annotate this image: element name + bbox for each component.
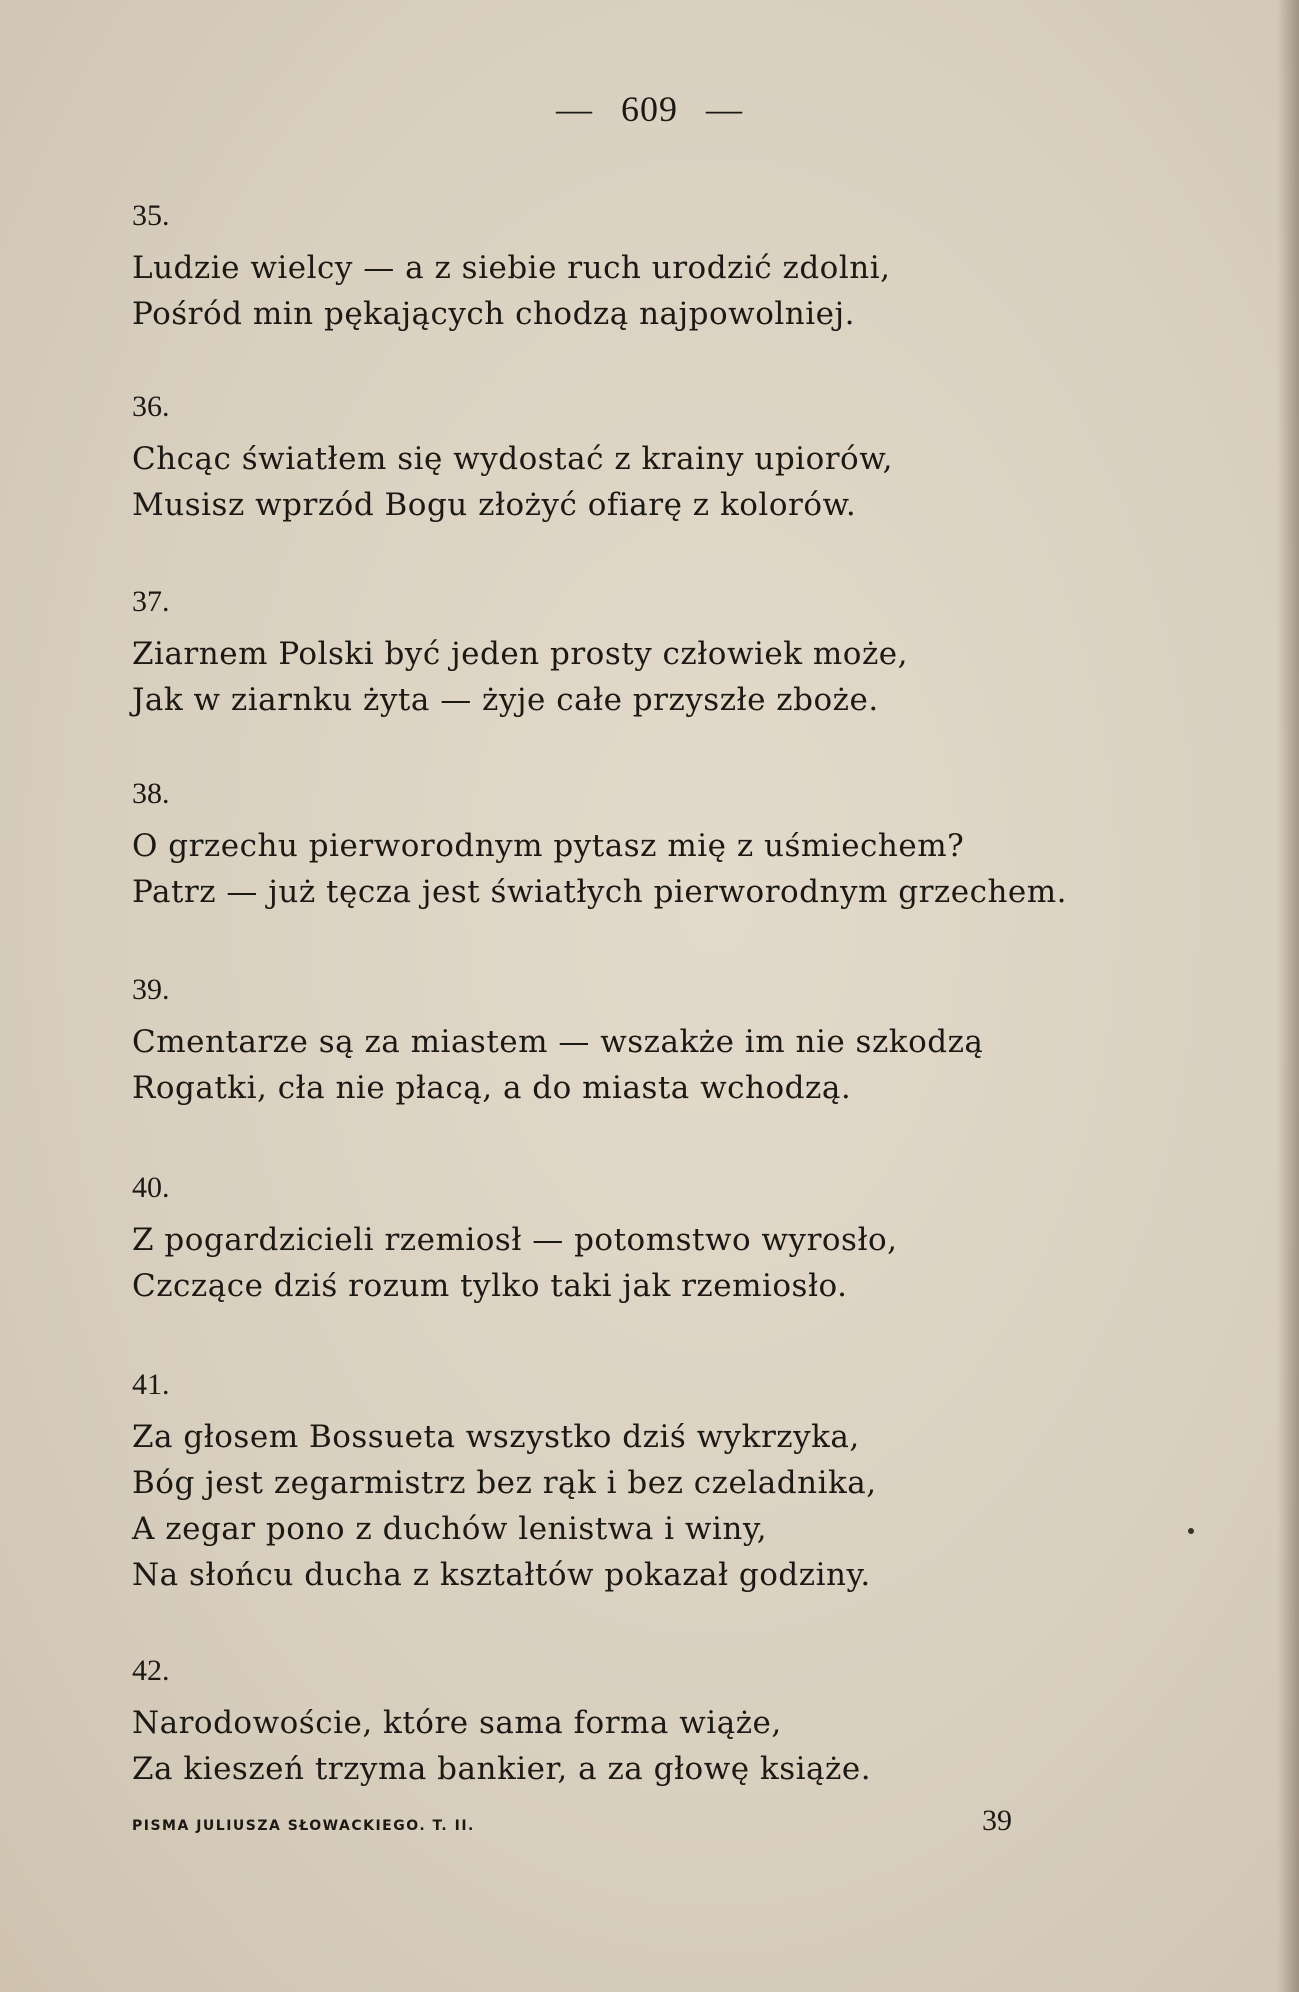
verse-line: Pośród min pękających chodzą najpowolniej. <box>132 296 855 332</box>
verse-line: Patrz — już tęcza jest światłych pierworodnym grzechem. <box>132 874 1068 910</box>
page-footer <box>132 1804 1012 1844</box>
verse-line: Na słońcu ducha z kształtów pokazał godziny. <box>132 1557 871 1593</box>
stanza-38 <box>132 777 1132 915</box>
verse-line: Ludzie wielcy — a z siebie ruch urodzić zdolni, <box>132 250 891 286</box>
stanza-number: 36. <box>132 390 170 423</box>
header-dash-right: — <box>706 89 743 129</box>
paper-speck <box>1188 1528 1194 1534</box>
verse-line: Z pogardzicieli rzemiosł — potomstwo wyrosło, <box>132 1222 898 1258</box>
sheet-number: 39 <box>982 1804 1012 1837</box>
stanza-number: 40. <box>132 1171 170 1204</box>
stanza-number: 38. <box>132 777 170 810</box>
verse-line: Bóg jest zegarmistrz bez rąk i bez czeladnika, <box>132 1465 877 1501</box>
stanza-41 <box>132 1368 1132 1598</box>
stanza-35 <box>132 199 1132 337</box>
page-edge-shadow <box>1277 0 1299 1992</box>
verse-line: Za głosem Bossueta wszystko dziś wykrzyka, <box>132 1419 860 1455</box>
verse-line: Chcąc światłem się wydostać z krainy upiorów, <box>132 441 893 477</box>
stanza-39 <box>132 973 1132 1111</box>
verse-line: Jak w ziarnku żyta — żyje całe przyszłe zboże. <box>132 682 879 718</box>
verse-line: Rogatki, cła nie płacą, a do miasta wchodzą. <box>132 1070 852 1106</box>
header-dash-left: — <box>556 89 593 129</box>
verse-line: Czczące dziś rozum tylko taki jak rzemiosło. <box>132 1268 848 1304</box>
printer-signature: PISMA JULIUSZA SŁOWACKIEGO. T. II. <box>132 1818 475 1834</box>
stanza-36 <box>132 390 1132 528</box>
verse-line: Ziarnem Polski być jeden prosty człowiek może, <box>132 636 908 672</box>
verse-line: Musisz wprzód Bogu złożyć ofiarę z kolorów. <box>132 487 857 523</box>
page-number: 609 <box>621 89 678 129</box>
stanza-number: 41. <box>132 1368 170 1401</box>
stanza-42 <box>132 1654 1132 1792</box>
verse-line: Narodowoście, które sama forma wiąże, <box>132 1705 782 1741</box>
stanza-number: 39. <box>132 973 170 1006</box>
stanza-number: 37. <box>132 585 170 618</box>
verse-line: O grzechu pierworodnym pytasz mię z uśmiechem? <box>132 828 965 864</box>
verse-line: A zegar pono z duchów lenistwa i winy, <box>132 1511 768 1547</box>
verse-line: Za kieszeń trzyma bankier, a za głowę książe. <box>132 1751 872 1787</box>
stanza-40 <box>132 1171 1132 1309</box>
stanza-number: 42. <box>132 1654 170 1687</box>
stanza-37 <box>132 585 1132 723</box>
verse-line: Cmentarze są za miastem — wszakże im nie szkodzą <box>132 1024 984 1060</box>
stanza-number: 35. <box>132 199 170 232</box>
page-header <box>0 88 1299 130</box>
